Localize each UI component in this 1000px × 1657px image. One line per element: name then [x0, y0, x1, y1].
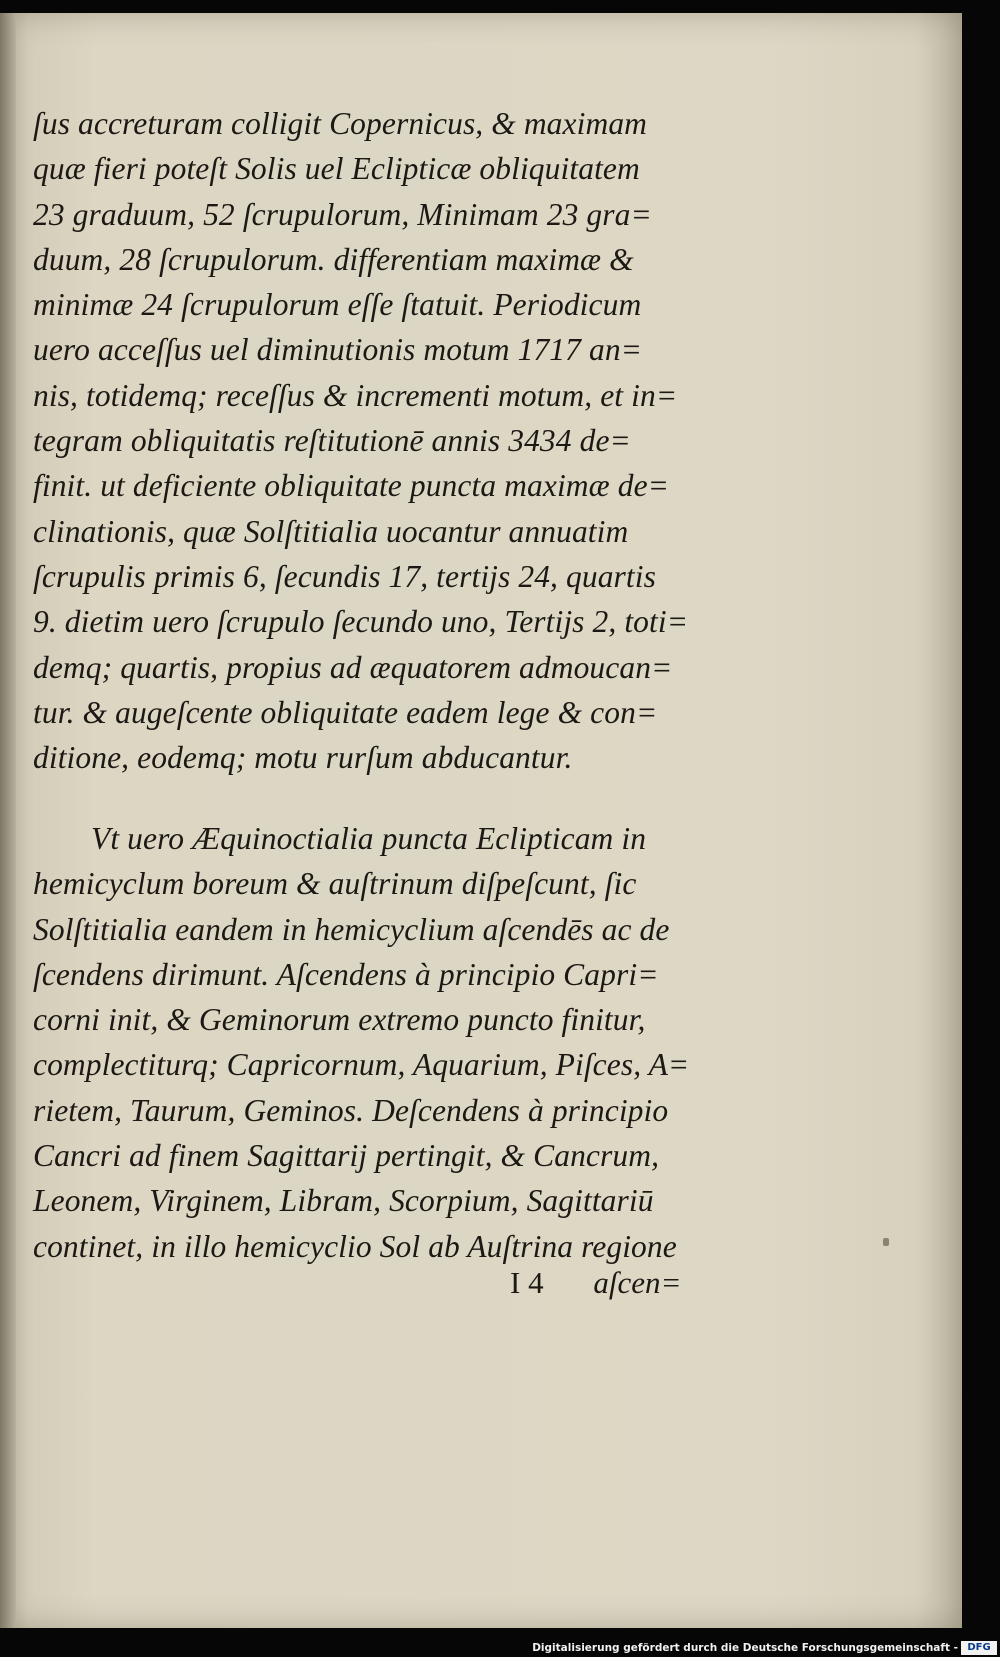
- text-line: nis, totidemq; receſſus & incrementi motum, et in=: [33, 377, 678, 413]
- text-line: rietem, Taurum, Geminos. Deſcendens à principio: [33, 1092, 669, 1128]
- text-line: ſcrupulis primis 6, ſecundis 17, tertijs 24, quartis: [33, 558, 656, 594]
- page-signature-line: [510, 1265, 681, 1301]
- text-line: Vt uero Æquinoctialia puncta Eclipticam in: [91, 821, 647, 856]
- digitization-credit: Digitalisierung gefördert durch die Deutsche Forschungsgemeinschaft -: [532, 1642, 958, 1654]
- text-line: continet, in illo hemicyclio Sol ab Auſtrina regione: [33, 1228, 677, 1264]
- text-line: Leonem, Virginem, Libram, Scorpium, Sagittariū: [33, 1183, 654, 1219]
- text-line: Cancri ad finem Sagittarij pertingit, & Cancrum,: [33, 1138, 660, 1174]
- text-line: 23 graduum, 52 ſcrupulorum, Minimam 23 gra=: [33, 196, 652, 232]
- dfg-logo: DFG: [961, 1641, 997, 1655]
- ink-spot: [883, 1238, 889, 1246]
- text-line: duum, 28 ſcrupulorum. differentiam maximæ &: [33, 241, 634, 277]
- paragraph-1: [33, 101, 753, 780]
- signature-mark: I 4: [510, 1265, 544, 1300]
- paragraph-2: [33, 816, 753, 1269]
- catchword: aſcen=: [593, 1265, 682, 1300]
- text-line: tur. & augeſcente obliquitate eadem lege & con=: [33, 694, 658, 730]
- text-line: quæ fieri poteſt Solis uel Eclipticæ obliquitatem: [33, 151, 640, 187]
- text-line: demq; quartis, propius ad æquatorem admoucan=: [33, 649, 673, 685]
- text-line: 9. dietim uero ſcrupulo ſecundo uno, Tertijs 2, toti=: [33, 604, 689, 640]
- page-gutter: [0, 13, 16, 1628]
- text-line: ſus accreturam colligit Copernicus, & maximam: [33, 106, 648, 141]
- text-line: finit. ut deficiente obliquitate puncta maximæ de=: [33, 468, 670, 504]
- text-line: tegram obliquitatis reſtitutionē annis 3434 de=: [33, 423, 631, 459]
- text-line: uero acceſſus uel diminutionis motum 1717 an=: [33, 332, 643, 368]
- text-line: ſcendens dirimunt. Aſcendens à principio Capri=: [33, 956, 659, 992]
- text-line: complectiturq; Capricornum, Aquarium, Piſces, A=: [33, 1047, 690, 1083]
- book-page: [0, 13, 962, 1628]
- text-line: minimæ 24 ſcrupulorum eſſe ſtatuit. Periodicum: [33, 287, 642, 323]
- text-line: Solſtitialia eandem in hemicyclium aſcendēs ac de: [33, 911, 670, 947]
- text-line: corni init, & Geminorum extremo puncto finitur,: [33, 1002, 646, 1038]
- text-line: ditione, eodemq; motu rurſum abducantur.: [33, 740, 573, 776]
- text-line: clinationis, quæ Solſtitialia uocantur annuatim: [33, 513, 629, 549]
- text-line: hemicyclum boreum & auſtrinum diſpeſcunt, ſic: [33, 866, 637, 902]
